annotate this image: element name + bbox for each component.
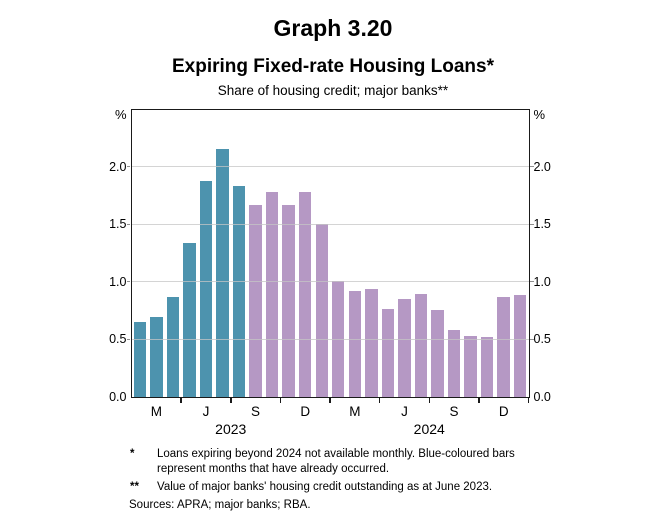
y-axis-unit-right: % [533, 106, 546, 122]
bar-mar-2024 [349, 291, 361, 397]
bar-sep-2024 [448, 330, 460, 397]
bar-aug-2023 [233, 186, 245, 396]
y-axis-label-right-1.0: 1.0 [533, 274, 551, 289]
bar-jun-2023 [200, 181, 212, 397]
bar-apr-2024 [365, 289, 377, 397]
y-axis-tick-left-2.0 [127, 166, 131, 167]
bar-nov-2024 [481, 337, 493, 397]
bar-jul-2024 [415, 294, 427, 396]
bar-dec-2023 [299, 192, 311, 396]
y-axis-label-right-0.0: 0.0 [533, 389, 551, 404]
bar-dec-2024 [497, 297, 509, 397]
x-axis-quarter-tick-4 [329, 398, 331, 403]
y-axis-label-right-2.0: 2.0 [533, 159, 551, 174]
bar-jan-2024 [316, 224, 328, 396]
x-axis-quarter-tick-7 [478, 398, 480, 403]
y-axis-label-right-0.5: 0.5 [533, 332, 551, 347]
y-axis-label-right-1.5: 1.5 [533, 217, 551, 232]
x-axis-year-label-2023: 2023 [215, 420, 247, 437]
bar-jun-2024 [398, 299, 410, 397]
x-axis-month-label-jun-2024: J [401, 403, 408, 419]
bar-may-2023 [183, 243, 195, 397]
y-axis-label-left-0.0: 0.0 [109, 389, 127, 404]
sources-line: Sources: APRA; major banks; RBA. [129, 499, 311, 511]
y-axis-label-left-1.5: 1.5 [109, 217, 127, 232]
x-axis-month-label-sep-2023: S [251, 403, 261, 419]
x-axis-month-label-dec-2023: D [300, 403, 311, 419]
x-axis-quarter-tick-3 [280, 398, 282, 403]
footnote-1-marker: * [130, 448, 135, 460]
bar-nov-2023 [282, 205, 294, 397]
plot-area [109, 106, 551, 437]
graph-number-title: Graph 3.20 [273, 15, 393, 41]
footnote-2-marker: ** [130, 481, 139, 493]
bar-apr-2023 [167, 297, 179, 397]
x-axis-year-label-2024: 2024 [413, 420, 445, 437]
x-axis-quarter-tick-2 [230, 398, 232, 403]
x-axis-quarter-tick-5 [379, 398, 381, 403]
gridline-1.0 [132, 281, 529, 282]
x-axis-quarter-tick-1 [180, 398, 182, 403]
x-axis-month-label-dec-2024: D [498, 403, 509, 419]
footnote-1-text: Loans expiring beyond 2024 not available monthly. Blue-coloured bars represent months that have already occurred. [157, 448, 515, 475]
x-axis-month-label-mar-2023: M [150, 403, 162, 419]
y-axis-label-left-1.0: 1.0 [109, 274, 127, 289]
chart-title: Expiring Fixed-rate Housing Loans* [172, 56, 494, 77]
x-axis-month-label-mar-2024: M [349, 403, 361, 419]
bar-may-2024 [382, 309, 394, 396]
bar-jan-2025 [514, 295, 526, 396]
x-axis-month-label-jun-2023: J [202, 403, 210, 419]
y-axis-unit-left: % [114, 106, 127, 122]
bar-sep-2023 [249, 205, 261, 397]
footnote-2-text: Value of major banks' housing credit outstanding as at June 2023. [157, 481, 493, 493]
y-axis-tick-left-0.5 [127, 339, 131, 340]
x-axis-month-label-sep-2024: S [449, 403, 459, 419]
bar-oct-2024 [464, 336, 476, 397]
chart-subtitle: Share of housing credit; major banks** [217, 83, 449, 98]
bar-mar-2023 [150, 317, 162, 396]
bar-jul-2023 [216, 149, 228, 397]
y-axis-label-left-0.5: 0.5 [109, 332, 127, 347]
bar-feb-2023 [134, 322, 146, 397]
gridline-1.5 [132, 224, 529, 225]
y-axis-label-left-2.0: 2.0 [109, 159, 127, 174]
gridline-2.0 [132, 166, 529, 167]
x-axis-quarter-tick-6 [429, 398, 431, 403]
gridline-0.5 [132, 339, 529, 340]
x-axis-quarter-tick-8 [528, 398, 530, 403]
bar-aug-2024 [431, 310, 443, 396]
bar-oct-2023 [266, 192, 278, 396]
y-axis-tick-left-1.5 [127, 224, 131, 225]
y-axis-tick-left-1.0 [127, 281, 131, 282]
